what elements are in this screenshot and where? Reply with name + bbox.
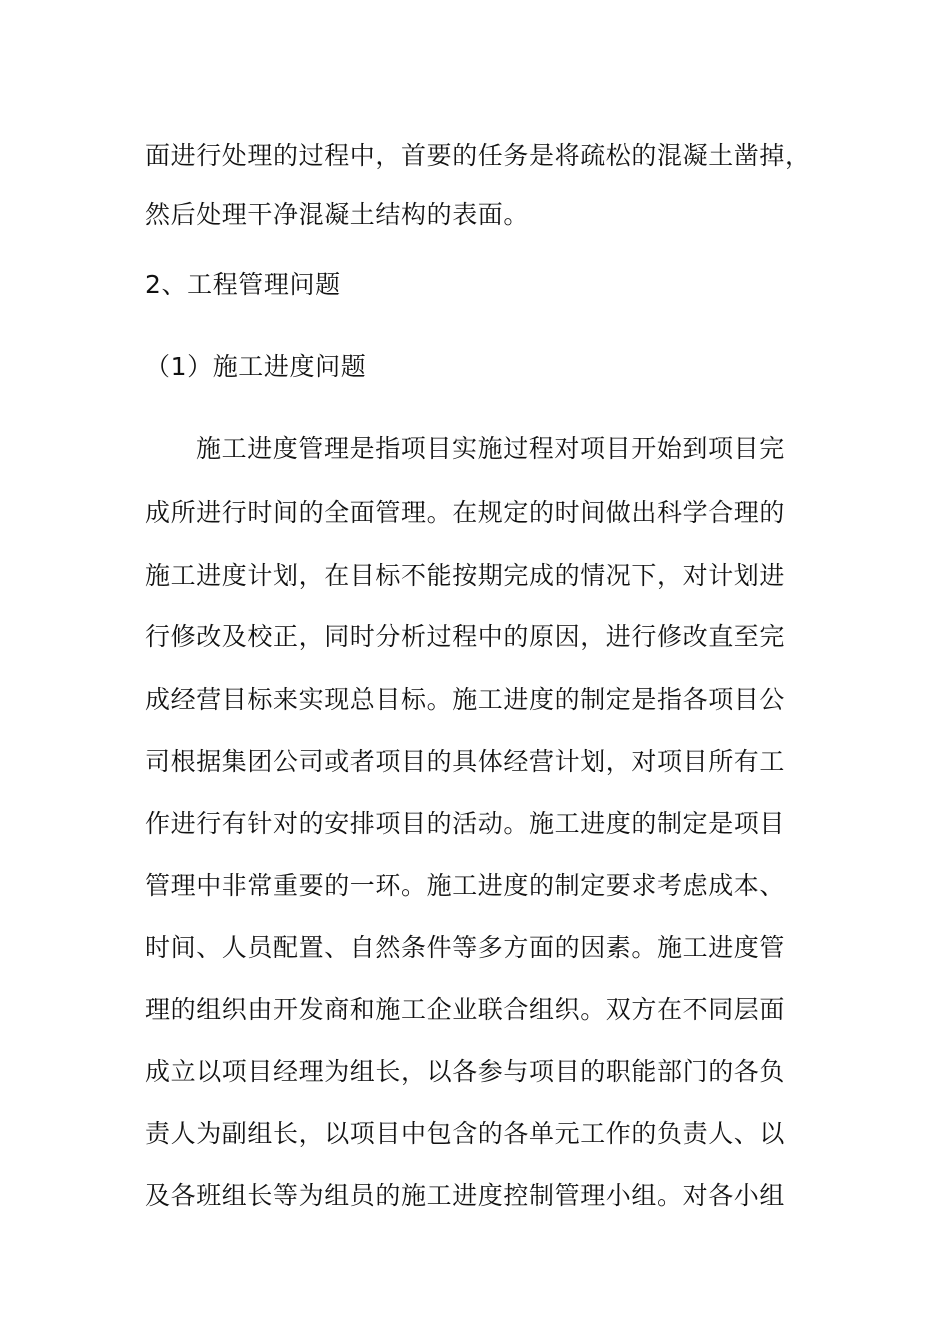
text-line-2: 然后处理干净混凝土结构的表面。: [145, 200, 530, 229]
paragraph-line-1: 施工进度管理是指项目实施过程对项目开始到项目完: [196, 434, 785, 463]
paragraph-line-12: 责人为副组长，以项目中包含的各单元工作的负责人、以: [145, 1119, 786, 1148]
section-heading: 2、工程管理问题: [145, 270, 341, 299]
subsection-heading: （1）施工进度问题: [145, 352, 367, 381]
paragraph-line-13: 及各班组长等为组员的施工进度控制管理小组。对各小组: [145, 1181, 786, 1210]
paragraph-line-8: 管理中非常重要的一环。施工进度的制定要求考虑成本、: [145, 871, 786, 900]
paragraph-line-5: 成经营目标来实现总目标。施工进度的制定是指各项目公: [145, 685, 786, 714]
paragraph-line-4: 行修改及校正，同时分析过程中的原因，进行修改直至完: [145, 622, 786, 651]
paragraph-line-9: 时间、人员配置、自然条件等多方面的因素。施工进度管: [145, 933, 786, 962]
paragraph-line-7: 作进行有针对的安排项目的活动。施工进度的制定是项目: [145, 809, 786, 838]
paragraph-line-2: 成所进行时间的全面管理。在规定的时间做出科学合理的: [145, 498, 786, 527]
paragraph-line-10: 理的组织由开发商和施工企业联合组织。双方在不同层面: [145, 995, 786, 1024]
text-line-1: 面进行处理的过程中，首要的任务是将疏松的混凝土凿掉，: [145, 141, 811, 170]
paragraph-line-3: 施工进度计划，在目标不能按期完成的情况下，对计划进: [145, 561, 786, 590]
paragraph-line-11: 成立以项目经理为组长，以各参与项目的职能部门的各负: [145, 1057, 786, 1086]
paragraph-line-6: 司根据集团公司或者项目的具体经营计划，对项目所有工: [145, 747, 786, 776]
